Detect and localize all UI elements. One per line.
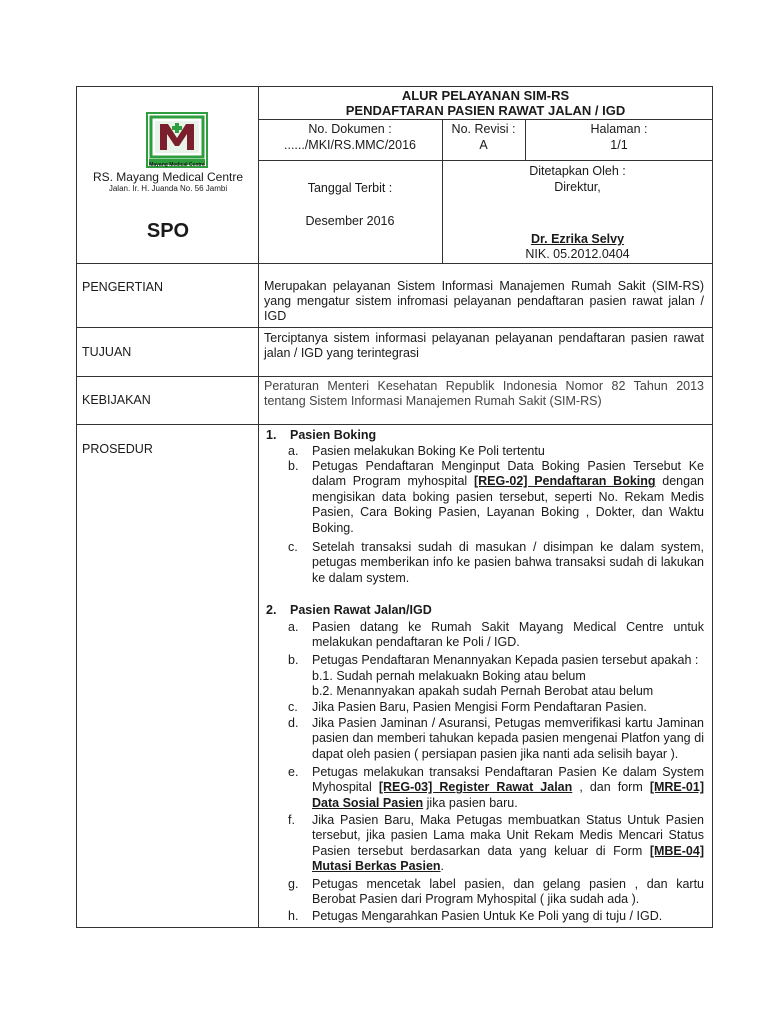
prosedur-2-number: 2. [266,603,277,617]
hospital-logo [146,112,208,168]
no-dokumen-label: No. Dokumen : [308,122,392,136]
tanggal-terbit-value: Desember 2016 [305,214,395,228]
pengertian-text: Merupakan pelayanan Sistem Informasi Manajemen Rumah Sakit (SIM-RS) yang mengatur sistem infromasi pelayanan pendaftaran pasien rawat jalan / IGD [264,279,704,323]
ref-mbe-04: [MBE-04] Mutasi Berkas Pasien [312,843,704,874]
ref-reg-03: [REG-03] Register Rawat Jalan [378,780,573,795]
tujuan-text: Terciptanya sistem informasi pelayanan pelayanan pendaftaran pasien rawat jalan / IGD yang terintegrasi [264,331,704,360]
no-dokumen-value: ....../MKI/RS.MMC/2016 [284,138,416,152]
title-line-1: ALUR PELAYANAN SIM-RS [401,88,570,103]
ref-reg-02: [REG-02] Pendaftaran Boking [473,474,656,489]
prosedur-2-title: Pasien Rawat Jalan/IGD [290,603,432,617]
hospital-address: Jalan. Ir. H. Juanda No. 56 Jambi [108,184,228,193]
tanggal-terbit-label: Tanggal Terbit : [307,181,393,195]
halaman-label: Halaman : [590,122,648,136]
ditetapkan-role: Direktur, [554,180,601,194]
column-divider [258,86,259,928]
spo-document: Mayang Medical Centre RS. Mayang Medical Centre Jalan. Ir. H. Juanda No. 56 Jambi SPO ALUR PELAYANAN SIM-RS PENDAFTARAN PASIEN RAWAT JALAN / IGD No. Dokumen : ....../MKI/RS.MMC/2016 No. Revisi : A Halaman : 1/1 Tanggal Terbit : Desember 2016 Ditetapkan Oleh : Direktur, Dr. Ezrika Selvy NIK. 05.2012.0404 PENGERTIAN TUJUAN KEBIJAKAN PROSEDUR Merupakan pelayanan Sistem Informasi Manajemen Rumah Sakit (SIM-RS) yang mengatur sistem infromasi pelayanan pendaftaran pasien rawat jalan / IGD Terciptanya sistem informasi pelayanan pelayanan pendaftaran pasien rawat jalan / IGD yang terintegrasi Peraturan Menteri Kesehatan Republik Indonesia Nomor 82 Tahun 2013 tentang Sistem Informasi Manajemen Rumah Sakit (SIM-RS) 1. Pasien Boking a. Pasien melakukan Boking Ke Poli tertentu b. Petugas Pendaftaran Menginput Data Boking Pasien Tersebut Ke dalam Program myhospital [REG-02] Pendaftaran Boking dengan mengisikan data boking pasien tersebut, seperti No. Rekam Medis Pasien, Cara Boking Pasien, Layanan Boking , Dokter, dan Waktu Boking. c. Setelah transaksi sudah di masukan / disimpan ke dalam system, petugas memberikan info ke pasien bahwa transaksi sudah di lakukan ke dalam system. 2. Pasien Rawat Jalan/IGD a. Pasien datang ke Rumah Sakit Mayang Medical Centre untuk melakukan pendaftaran ke Poli / IGD. b. Petugas Pendaftaran Menannyakan Kepada pasien tersebut apakah : b.1. Sudah pernah melakuakn Boking atau belum b.2. Menannyakan apakah sudah Pernah Berobat atau belum c. Jika Pasien Baru, Pasien Mengisi Form Pendaftaran Pasien. d. Jika Pasien Jaminan / Asuransi, Petugas memverifikasi kartu Jaminan pasien dan memberi tahukan kepada pasien mengenai Platfon yang di dapat oleh pasien ( persiapan pasien jika nanti ada selisih bayar ). e. Petugas melakukan transaksi Pendaftaran Pasien Ke dalam System Myhospital [REG-03] Register Rawat Jalan , dan form [MRE-01] Data Sosial Pasien jika pasien baru. f. Jika Pasien Baru, Maka Petugas membuatkan Status Untuk Pasien tersebut, jika pasien Lama maka Unit Rekam Medis Mencari Status Pasien tersebut berdasarkan data yang keluar di Form [MBE-04] Mutasi Berkas Pasien. g. Petugas mencetak label pasien, dan gelang pasien , dan kartu Berobat Pasien dari Program Myhospital ( jika sudah ada ). h. Petugas Mengarahkan Pasien Untuk Ke Poli yang di tuju / IGD. [0,0,768,1024]
doc-type-spo: SPO [146,220,190,242]
ditetapkan-label: Ditetapkan Oleh : [529,164,626,178]
halaman-value: 1/1 [610,138,628,152]
director-nik: NIK. 05.2012.0404 [525,247,630,261]
label-tujuan: TUJUAN [82,345,132,359]
label-pengertian: PENGERTIAN [82,280,164,294]
director-name: Dr. Ezrika Selvy [530,232,625,246]
prosedur-1-number: 1. [266,428,277,442]
prosedur-1-title: Pasien Boking [290,428,377,442]
no-revisi-value: A [479,138,488,152]
logo-caption: Mayang Medical Centre [149,162,205,168]
hospital-name: RS. Mayang Medical Centre [92,170,244,184]
label-prosedur: PROSEDUR [82,442,153,456]
label-kebijakan: KEBIJAKAN [82,393,151,407]
no-revisi-label: No. Revisi : [451,122,516,136]
kebijakan-text: Peraturan Menteri Kesehatan Republik Indonesia Nomor 82 Tahun 2013 tentang Sistem Informasi Manajemen Rumah Sakit (SIM-RS) [264,379,704,408]
ref-mre-01: [MRE-01] Data Sosial Pasien [312,780,704,810]
title-line-2: PENDAFTARAN PASIEN RAWAT JALAN / IGD [345,103,626,118]
